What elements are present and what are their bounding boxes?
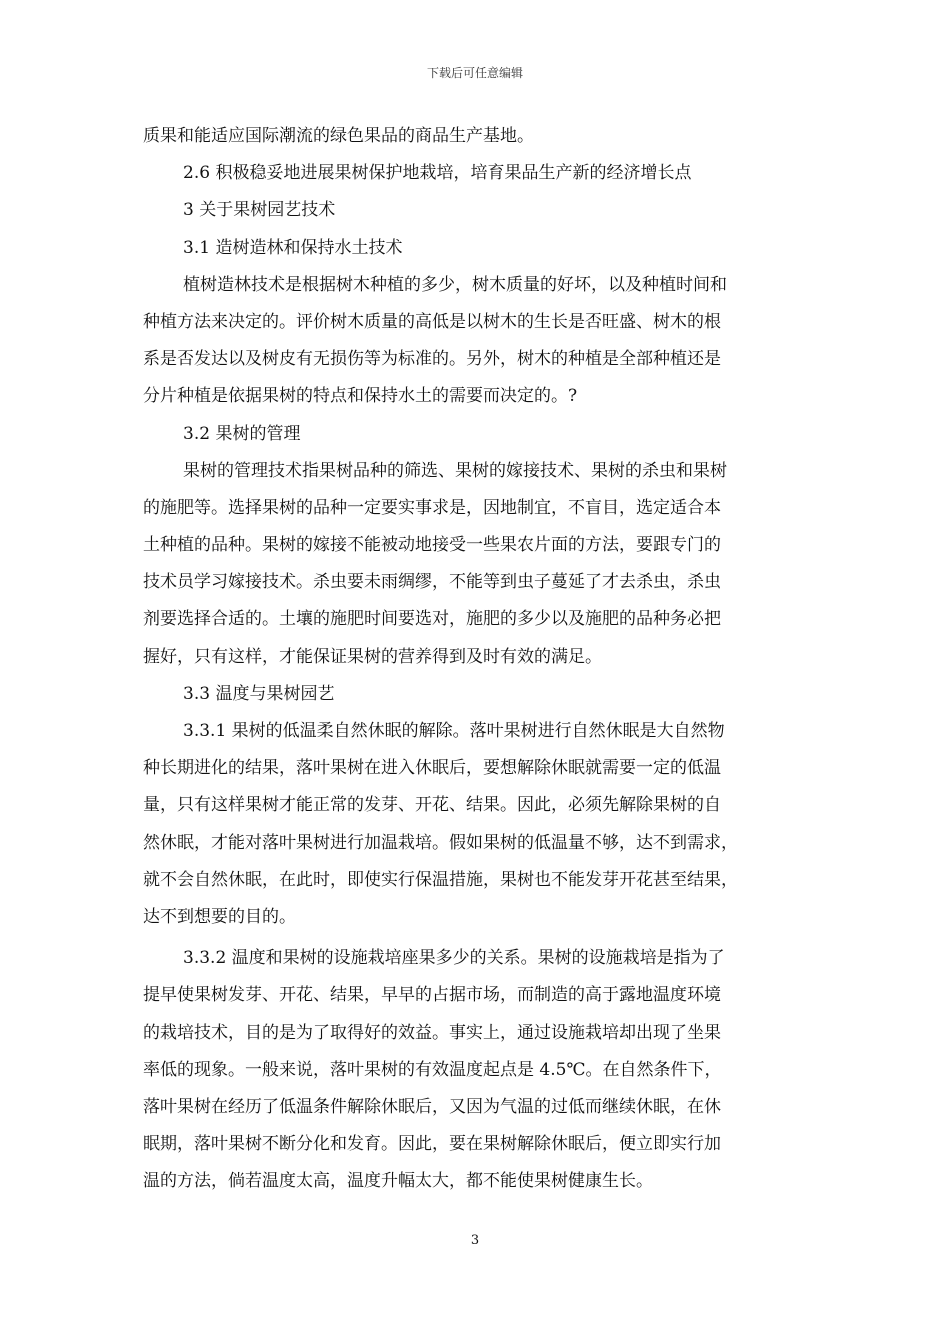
section-heading: 3 关于果树园艺技术 <box>183 200 336 221</box>
paragraph-line: 的施肥等。选择果树的品种一定要实事求是，因地制宜，不盲目，选定适合本 <box>143 497 721 518</box>
subsection-heading: 3.2 果树的管理 <box>183 423 301 444</box>
page-header: 下载后可任意编辑 <box>426 66 523 80</box>
paragraph-line: 质果和能适应国际潮流的绿色果品的商品生产基地。 <box>143 126 534 146</box>
paragraph-line: 种长期进化的结果，落叶果树在进入休眠后，要想解除休眠就需要一定的低温 <box>143 758 721 779</box>
page-number: 3 <box>470 1233 480 1248</box>
subsection-heading: 3.1 造树造林和保持水土技术 <box>183 237 403 258</box>
subsection-heading: 3.3 温度与果树园艺 <box>183 683 335 704</box>
section-heading: 2.6 积极稳妥地进展果树保护地栽培，培育果品生产新的经济增长点 <box>183 163 692 184</box>
paragraph-line: 的栽培技术，目的是为了取得好的效益。事实上，通过设施栽培却出现了坐果 <box>143 1022 721 1043</box>
paragraph-line: 果树的管理技术指果树品种的筛选、果树的嫁接技术、果树的杀虫和果树 <box>183 460 727 481</box>
paragraph-line: 达不到想要的目的。 <box>143 906 296 927</box>
paragraph-line: 剂要选择合适的。土壤的施肥时间要选对，施肥的多少以及施肥的品种务必把 <box>143 609 721 630</box>
paragraph-line: 握好，只有这样，才能保证果树的营养得到及时有效的满足。 <box>143 646 602 667</box>
paragraph-line: 温的方法，倘若温度太高，温度升幅太大，都不能使果树健康生长。 <box>143 1171 653 1192</box>
paragraph-line: 种植方法来决定的。评价树木质量的高低是以树木的生长是否旺盛、树木的根 <box>143 311 721 332</box>
paragraph-line: 3.3.2 温度和果树的设施栽培座果多少的关系。果树的设施栽培是指为了 <box>183 948 725 969</box>
document-body <box>143 118 823 1200</box>
paragraph-line: 提早使果树发芽、开花、结果，早早的占据市场，而制造的高于露地温度环境 <box>143 985 721 1006</box>
paragraph-line: 然休眠，才能对落叶果树进行加温栽培。假如果树的低温量不够，达不到需求， <box>143 832 738 853</box>
paragraph-line: 量，只有这样果树才能正常的发芽、开花、结果。因此，必须先解除果树的自 <box>143 795 721 816</box>
paragraph-line: 3.3.1 果树的低温柔自然休眠的解除。落叶果树进行自然休眠是大自然物 <box>183 721 725 741</box>
paragraph-line: 分片种植是依据果树的特点和保持水土的需要而决定的。? <box>143 386 578 407</box>
paragraph-line: 就不会自然休眠，在此时，即使实行保温措施，果树也不能发芽开花甚至结果， <box>143 869 738 890</box>
paragraph-line: 率低的现象。一般来说，落叶果树的有效温度起点是 4.5℃。在自然条件下， <box>143 1059 722 1080</box>
paragraph-line: 土种植的品种。果树的嫁接不能被动地接受一些果农片面的方法，要跟专门的 <box>143 535 721 556</box>
paragraph-line: 植树造林技术是根据树木种植的多少，树木质量的好坏，以及种植时间和 <box>183 274 727 295</box>
paragraph-line: 眠期，落叶果树不断分化和发育。因此，要在果树解除休眠后，便立即实行加 <box>143 1134 721 1155</box>
paragraph-line: 落叶果树在经历了低温条件解除休眠后，又因为气温的过低而继续休眠，在休 <box>143 1096 721 1117</box>
paragraph-line: 技术员学习嫁接技术。杀虫要未雨绸缪，不能等到虫子蔓延了才去杀虫，杀虫 <box>143 572 721 593</box>
paragraph-line: 系是否发达以及树皮有无损伤等为标准的。另外，树木的种植是全部种植还是 <box>143 349 721 370</box>
